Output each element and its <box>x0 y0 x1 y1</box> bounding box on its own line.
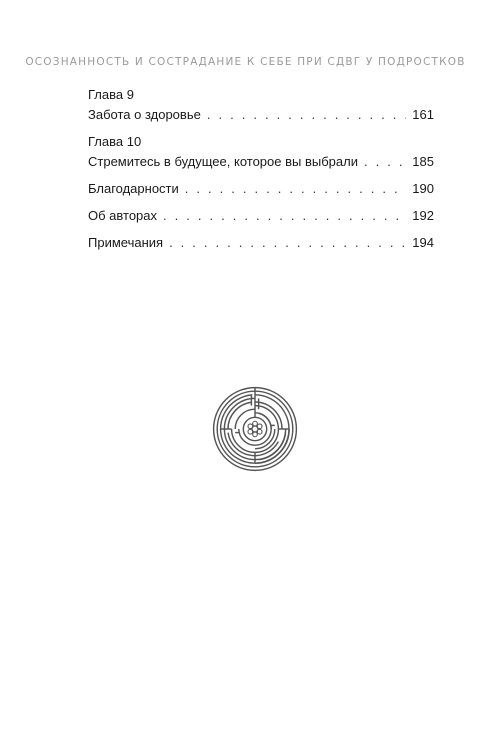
chapter-label: Глава 9 <box>88 87 134 102</box>
toc-block-acknowledgements <box>88 180 434 197</box>
dot-leader <box>207 106 406 123</box>
toc-entry[interactable] <box>88 153 434 170</box>
dot-leader <box>163 207 406 224</box>
toc-block-authors <box>88 207 434 224</box>
toc-entry[interactable] <box>88 180 434 197</box>
toc-entry-title: Забота о здоровье <box>88 107 201 122</box>
toc-entry-page: 161 <box>412 107 434 122</box>
dot-leader <box>364 153 406 170</box>
toc-entry-page: 185 <box>412 154 434 169</box>
toc-block-notes <box>88 234 434 251</box>
table-of-contents <box>88 86 434 261</box>
running-head: ОСОЗНАННОСТЬ И СОСТРАДАНИЕ К СЕБЕ ПРИ СДВГ У ПОДРОСТКОВ <box>25 56 466 68</box>
toc-entry[interactable] <box>88 106 434 123</box>
toc-entry-page: 190 <box>412 181 434 196</box>
labyrinth-icon <box>210 384 300 474</box>
dot-leader <box>185 180 406 197</box>
toc-entry-title: Об авторах <box>88 208 158 223</box>
toc-entry-title: Благодарности <box>88 181 179 196</box>
toc-entry-title: Примечания <box>88 235 164 250</box>
dot-leader <box>169 234 406 251</box>
toc-entry-page: 194 <box>412 235 434 250</box>
toc-entry[interactable] <box>88 207 434 224</box>
toc-entry[interactable] <box>88 234 434 251</box>
chapter-label: Глава 10 <box>88 134 142 149</box>
toc-block-chapter-10 <box>88 133 434 170</box>
toc-entry-title: Стремитесь в будущее, которое вы выбрали <box>88 154 358 169</box>
toc-block-chapter-9 <box>88 86 434 123</box>
toc-entry-page: 192 <box>412 208 434 223</box>
